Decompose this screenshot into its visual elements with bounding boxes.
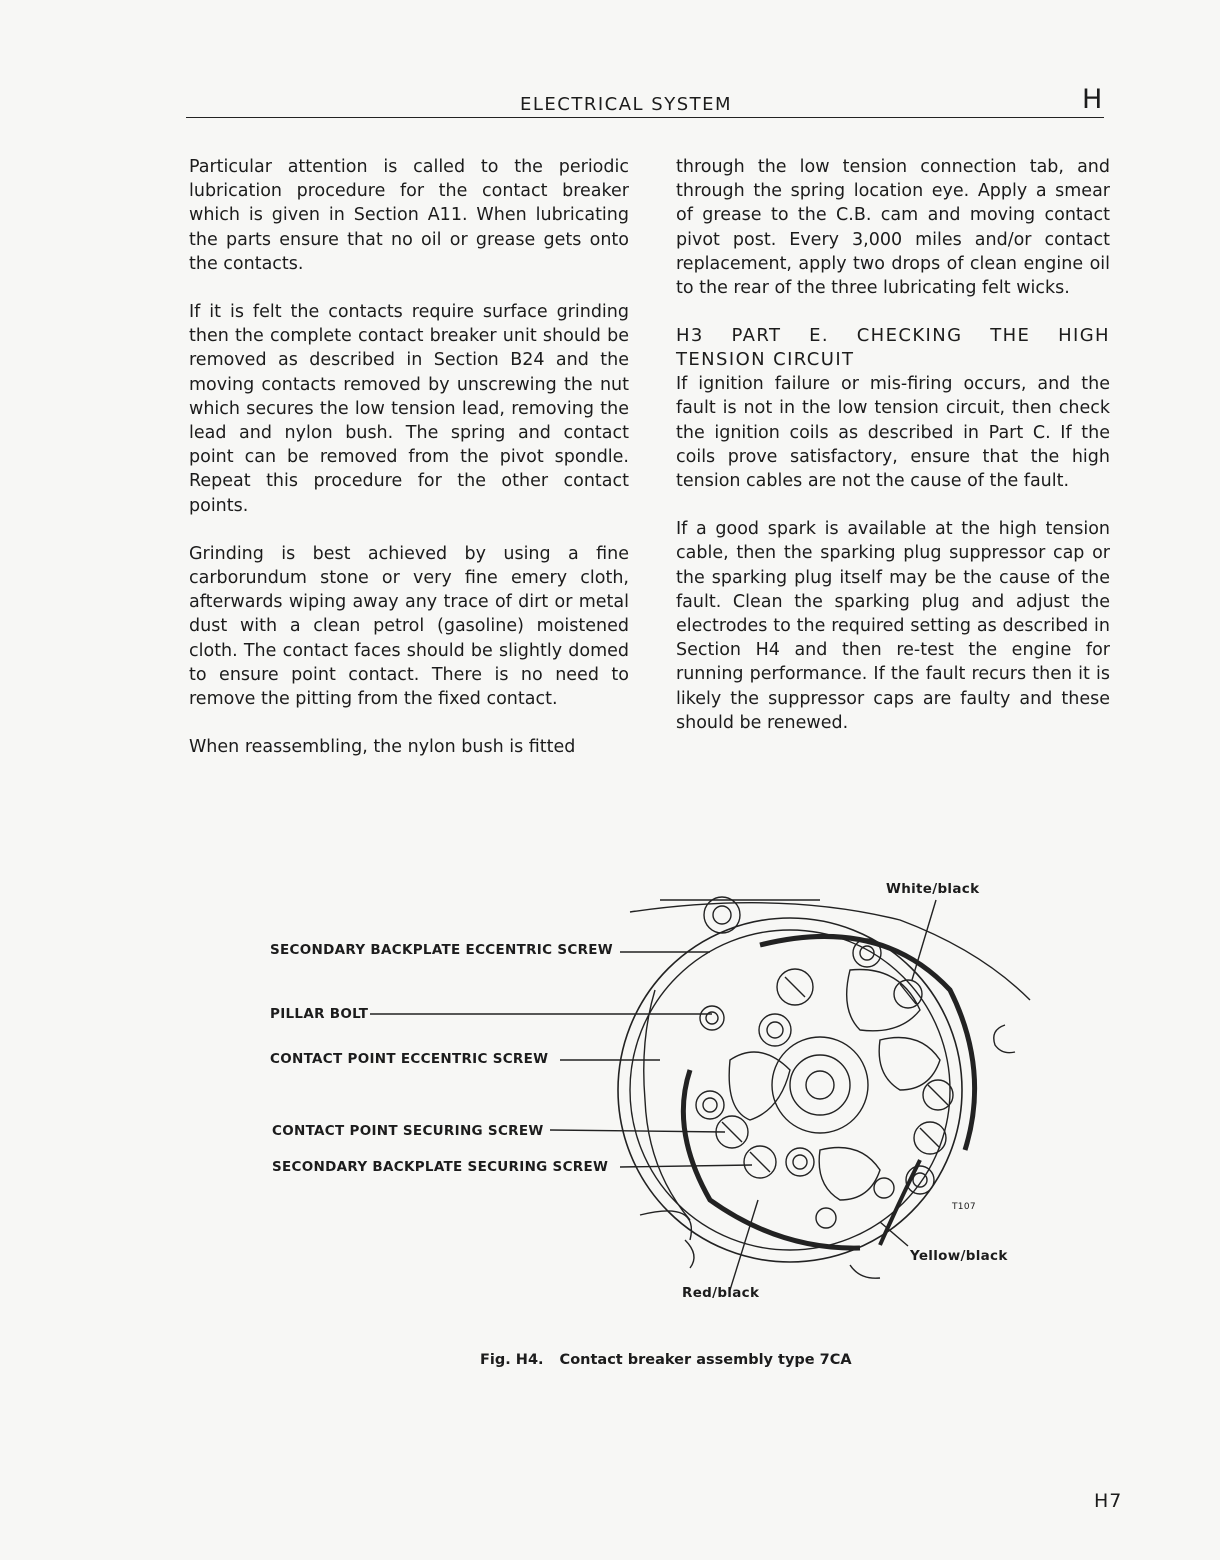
paragraph: When reassembling, the nylon bush is fitted bbox=[189, 737, 576, 758]
paragraph: If a good spark is available at the high tension cable, then the sparking plug suppressor cap or the sparking plug itself may be the cause of the fault. Clean the sparking plug and adjust the electrodes to the required setting as described in Section H4 and then re-test the engine for running performance. If the fault recurs then it is likely the suppressor caps are faulty and these should be renewed. bbox=[676, 519, 1110, 733]
label-pillar-bolt: PILLAR BOLT bbox=[270, 1006, 369, 1022]
figure-caption-text: Contact breaker assembly type 7CA bbox=[559, 1352, 852, 1368]
left-column bbox=[189, 155, 629, 783]
paragraph: Grinding is best achieved by using a fine carborundum stone or very fine emery cloth, afterwards wiping away any trace of dirt or metal dust with a clean petrol (gasoline) moistened cloth. The contact faces should be slightly domed to ensure point contact. There is no need to remove the pitting from the fixed contact. bbox=[189, 543, 629, 710]
paragraph: If it is felt the contacts require surface grinding then the complete contact breaker unit should be removed as described in Section B24 and the moving contacts removed by unscrewing the nut which secures the low tension lead, removing the lead and nylon bush. The spring and contact point can be removed from the pivot spondle. Repeat this procedure for the other contact points. bbox=[189, 302, 629, 516]
figure-caption bbox=[480, 1352, 852, 1368]
label-contact-point-eccentric-screw: CONTACT POINT ECCENTRIC SCREW bbox=[270, 1051, 549, 1067]
label-red-black: Red/black bbox=[682, 1285, 760, 1301]
paragraph: through the low tension connection tab, and through the spring location eye. Apply a smear of grease to the C.B. cam and moving contact pivot post. Every 3,000 miles and/or contact replacement, apply two drops of clean engine oil to the rear of the three lubricating felt wicks. bbox=[676, 157, 1110, 299]
label-white-black: White/black bbox=[886, 881, 980, 897]
right-column bbox=[676, 155, 1110, 759]
running-header-title: ELECTRICAL SYSTEM bbox=[520, 94, 733, 115]
label-secondary-backplate-eccentric-screw: SECONDARY BACKPLATE ECCENTRIC SCREW bbox=[270, 942, 613, 958]
section-heading-line2: TENSION CIRCUIT bbox=[676, 349, 855, 371]
section-heading bbox=[676, 324, 1110, 372]
section-heading-line1: H3 PART E. CHECKING THE HIGH bbox=[676, 325, 1110, 347]
label-yellow-black: Yellow/black bbox=[910, 1248, 1008, 1264]
paragraph: Particular attention is called to the periodic lubrication procedure for the contact breaker which is given in Section A11. When lubricating the parts ensure that no oil or grease gets onto the contacts. bbox=[189, 157, 629, 274]
contact-breaker-figure bbox=[260, 870, 1060, 1320]
figure-caption-number: Fig. H4. bbox=[480, 1352, 544, 1368]
label-secondary-backplate-securing-screw: SECONDARY BACKPLATE SECURING SCREW bbox=[272, 1159, 609, 1175]
paragraph: If ignition failure or mis-firing occurs, and the fault is not in the low tension circuit, then check the ignition coils as described in Part C. If the coils prove satisfactory, ensure that the high tension cables are not the cause of the fault. bbox=[676, 374, 1110, 492]
section-letter: H bbox=[1082, 84, 1103, 115]
page-number: H7 bbox=[1094, 1490, 1123, 1512]
label-contact-point-securing-screw: CONTACT POINT SECURING SCREW bbox=[272, 1123, 544, 1139]
label-ref-code: T107 bbox=[952, 1202, 976, 1212]
header-rule bbox=[186, 117, 1104, 118]
